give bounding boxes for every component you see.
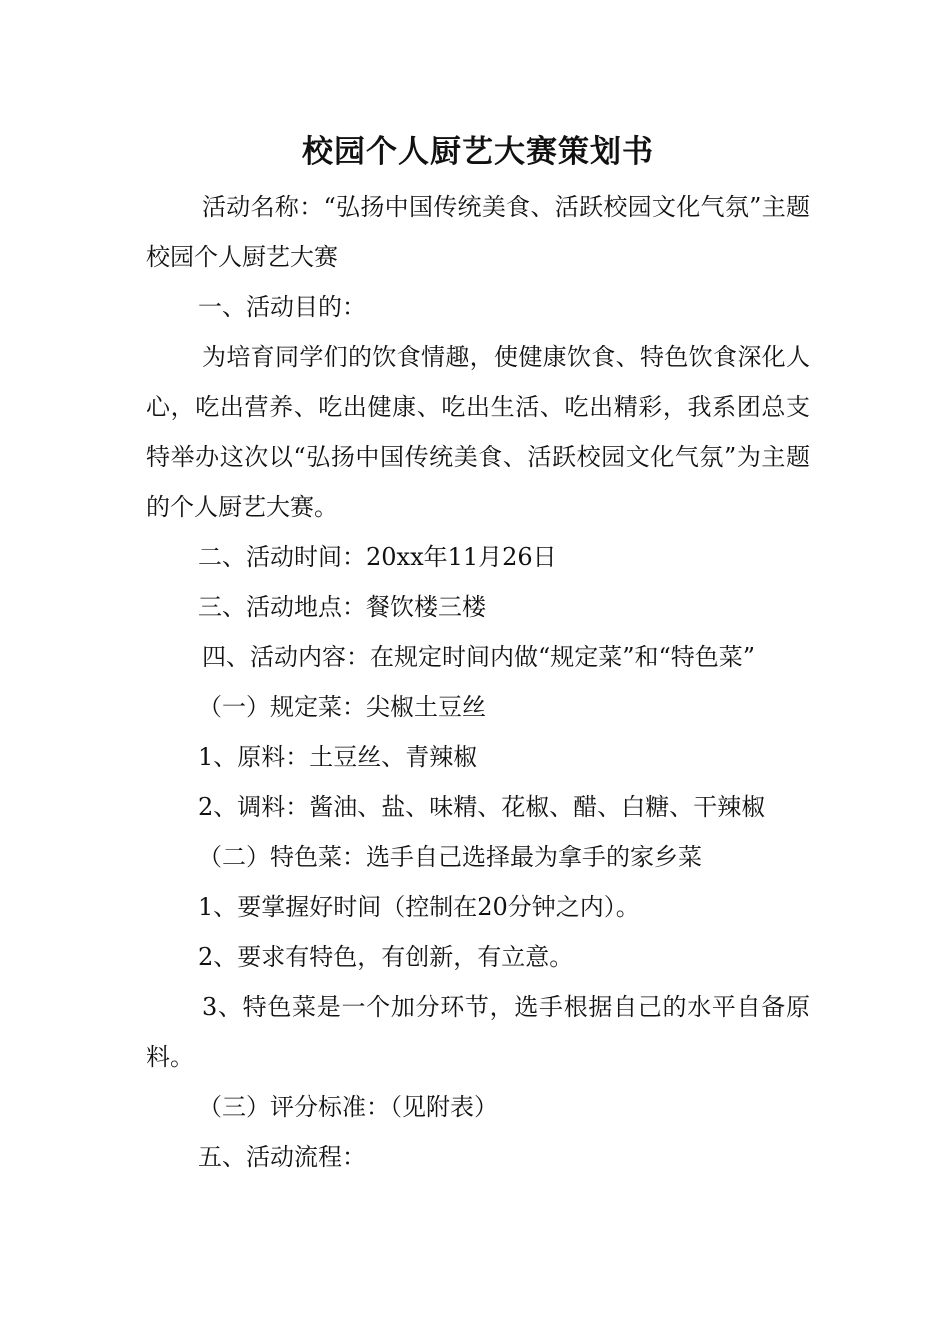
list-item-seasonings: 2、调料：酱油、盐、味精、花椒、醋、白糖、干辣椒 [198,793,766,821]
subheading-required-dish: （一）规定菜：尖椒土豆丝 [198,693,486,721]
paragraph-activity-name: 活动名称：“弘扬中国传统美食、活跃校园文化气氛”主题校园个人厨艺大赛 [146,193,810,271]
document-page [146,126,810,1182]
paragraph-purpose-body: 为培育同学们的饮食情趣，使健康饮食、特色饮食深化人心，吃出营养、吃出健康、吃出生活、吃出精彩，我系团总支特举办这次以“弘扬中国传统美食、活跃校园文化气氛”为主题的个人厨艺大赛。 [146,343,810,521]
list-item-bonus-round: 3、特色菜是一个加分环节，选手根据自己的水平自备原料。 [146,993,810,1071]
list-item-time-control: 1、要掌握好时间（控制在20分钟之内）。 [198,893,640,921]
list-item-ingredients: 1、原料：土豆丝、青辣椒 [198,743,478,771]
subheading-scoring-criteria: （三）评分标准：（见附表） [198,1093,498,1121]
document-title: 校园个人厨艺大赛策划书 [302,134,654,170]
list-item-requirements: 2、要求有特色，有创新，有立意。 [198,943,574,971]
paragraph-activity-time: 二、活动时间：20xx年11月26日 [198,543,557,571]
subheading-signature-dish: （二）特色菜：选手自己选择最为拿手的家乡菜 [198,843,702,871]
heading-activity-process: 五、活动流程： [198,1143,366,1171]
heading-activity-purpose: 一、活动目的： [198,293,366,321]
paragraph-activity-location: 三、活动地点：餐饮楼三楼 [198,593,486,621]
paragraph-activity-content: 四、活动内容：在规定时间内做“规定菜”和“特色菜” [202,643,756,671]
